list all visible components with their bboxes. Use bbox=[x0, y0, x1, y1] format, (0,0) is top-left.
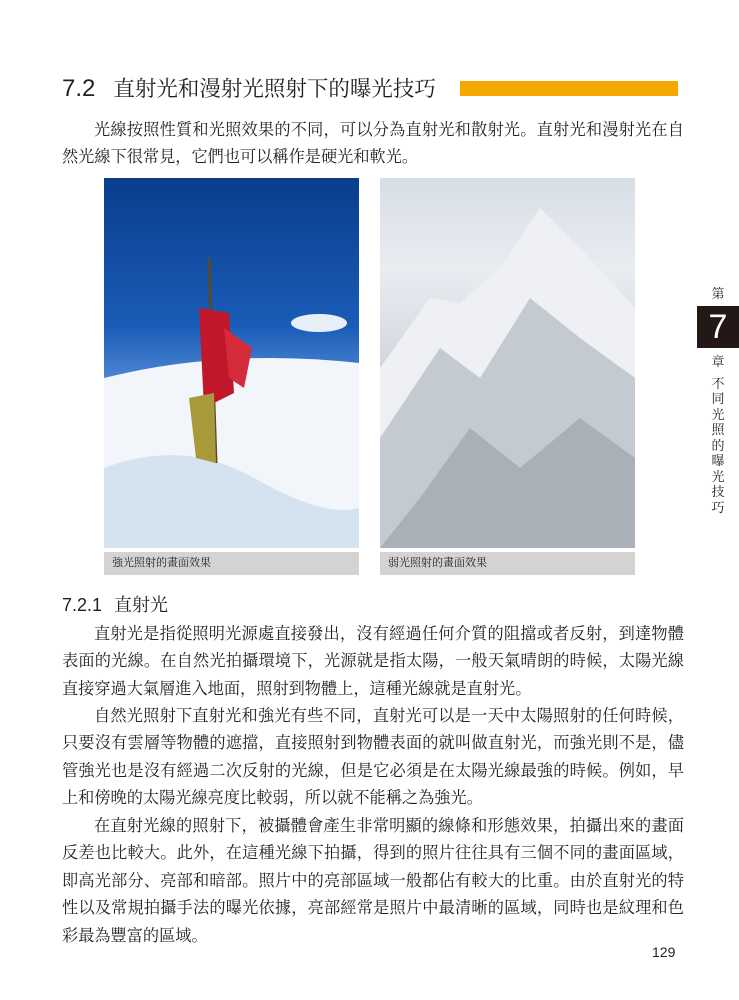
section-title-text: 直射光和漫射光照射下的曝光技巧 bbox=[113, 77, 436, 101]
section-number: 7.2 bbox=[62, 75, 96, 102]
chapter-title-char: 同 bbox=[711, 391, 725, 406]
text-line: 直射光是指從照明光源處直接發出，沒有經過任何介質的阻擋或者反射，到達物體 bbox=[94, 625, 684, 643]
intro-paragraph bbox=[62, 117, 684, 172]
text-line: 即高光部分、亮部和暗部。照片中的亮部區域一般都佔有較大的比重。由於直射光的特 bbox=[62, 871, 684, 890]
chapter-title-char: 的 bbox=[711, 437, 725, 453]
subsection-number: 7.2.1 bbox=[62, 595, 103, 615]
chapter-prefix: 第 bbox=[711, 286, 725, 301]
chapter-title-char: 光 bbox=[711, 468, 725, 484]
figure-caption: 弱光照射的畫面效果 bbox=[380, 552, 635, 575]
text-line: 然光線下很常見，它們也可以稱作是硬光和軟光。 bbox=[62, 148, 419, 167]
photo-great-wall-snow bbox=[380, 178, 635, 548]
chapter-suffix: 章 bbox=[711, 354, 725, 369]
chapter-number: 7 bbox=[697, 306, 739, 348]
text-line: 反差也比較大。此外，在這種光線下拍攝，得到的照片往往具有三個不同的畫面區域， bbox=[62, 844, 684, 863]
text-line: 性以及常規拍攝手法的曝光依據，亮部經常是照片中最清晰的區域，同時也是紋理和色 bbox=[62, 899, 684, 918]
text-line: 上和傍晚的太陽光線亮度比較弱，所以就不能稱之為強光。 bbox=[62, 789, 483, 808]
page-number: 129 bbox=[652, 944, 676, 960]
text-line: 只要沒有雲層等物體的遮擋，直接照射到物體表面的就叫做直射光，而強光則不是，儘 bbox=[62, 734, 684, 753]
text-line: 光線按照性質和光照效果的不同，可以分為直射光和散射光。直射光和漫射光在自 bbox=[94, 121, 684, 139]
section-title bbox=[62, 74, 436, 104]
text-line: 直接穿過大氣層進入地面，照射到物體上，這種光線就是直射光。 bbox=[62, 679, 532, 698]
figure-caption: 強光照射的畫面效果 bbox=[104, 552, 359, 575]
text-line: 彩最為豐富的區域。 bbox=[62, 926, 208, 945]
photo-prayer-flags-snow bbox=[104, 178, 359, 548]
chapter-title-char: 曝 bbox=[711, 453, 725, 468]
chapter-title-char: 不 bbox=[711, 375, 725, 391]
text-line: 表面的光線。在自然光拍攝環境下，光源就是指太陽，一般天氣晴朗的時候，太陽光線 bbox=[62, 652, 684, 671]
subsection-title bbox=[62, 591, 168, 617]
subsection-title-text: 直射光 bbox=[114, 595, 169, 615]
chapter-tab bbox=[697, 283, 739, 515]
chapter-title-char: 光 bbox=[711, 406, 725, 422]
chapter-title-char: 照 bbox=[711, 422, 725, 437]
chapter-title-char: 巧 bbox=[711, 499, 725, 515]
accent-bar bbox=[460, 81, 678, 96]
body-paragraph bbox=[62, 621, 684, 703]
chapter-title bbox=[697, 376, 739, 516]
text-line: 管強光也是沒有經過二次反射的光線，但是它必須是在太陽光線最強的時候。例如，早 bbox=[62, 761, 684, 780]
body-paragraph bbox=[62, 703, 684, 813]
text-line: 自然光照射下直射光和強光有些不同，直射光可以是一天中太陽照射的任何時候， bbox=[94, 707, 684, 725]
chapter-title-char: 技 bbox=[711, 484, 725, 499]
text-line: 在直射光線的照射下，被攝體會產生非常明顯的線條和形態效果，拍攝出來的畫面 bbox=[94, 817, 684, 835]
body-paragraph bbox=[62, 813, 684, 950]
